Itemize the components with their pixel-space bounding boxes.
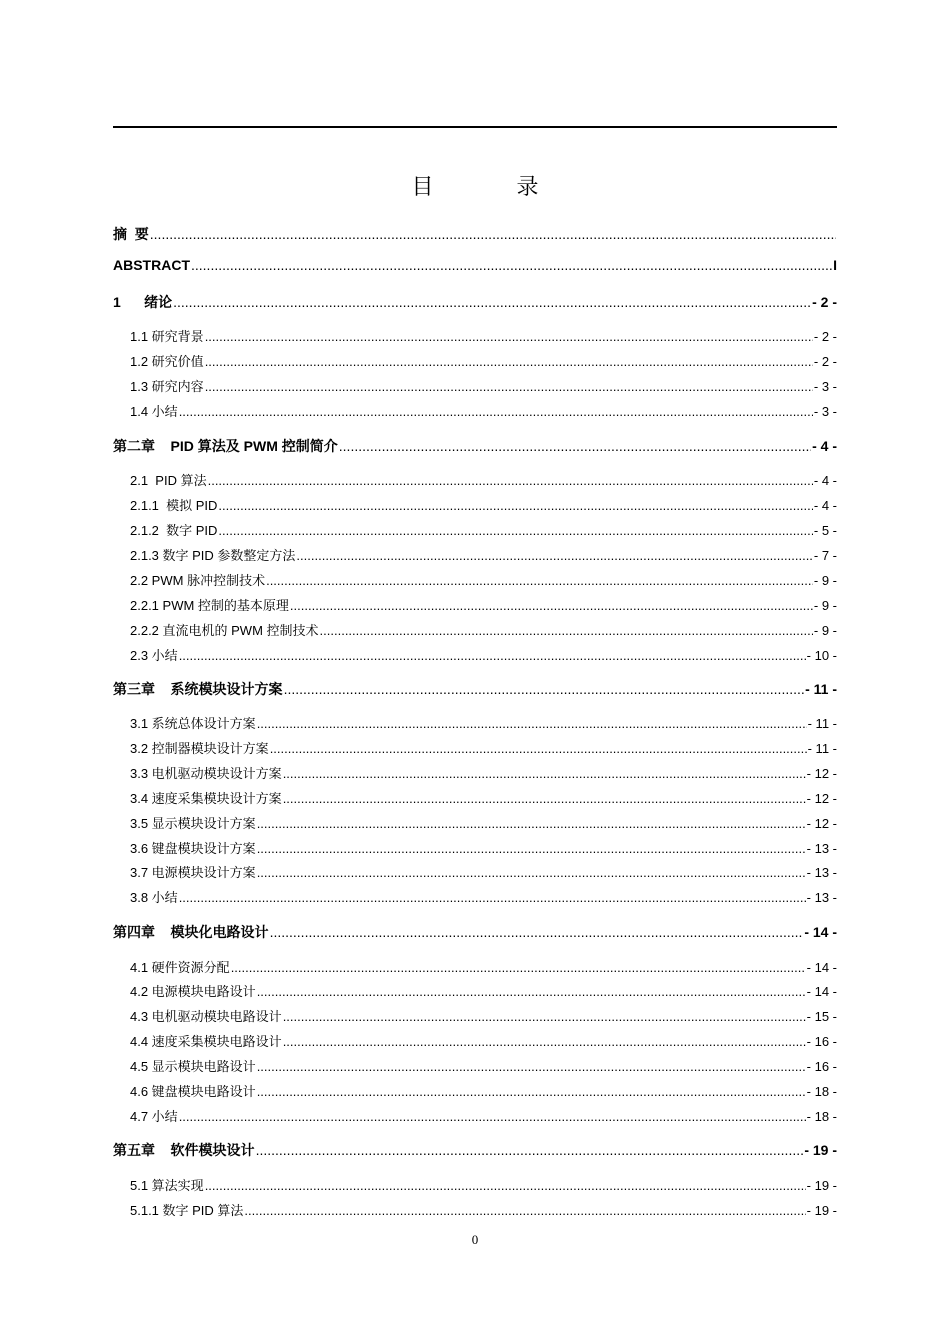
toc-leader-dots xyxy=(283,1009,806,1024)
toc-entry-label: 第二章 PID 算法及 PWM 控制简介 xyxy=(113,438,338,454)
toc-entry-page: - 19 - xyxy=(806,1203,837,1218)
toc-entry-page: - 7 - xyxy=(813,548,837,563)
toc-leader-dots xyxy=(256,1142,804,1158)
toc-entry-label: 1 绪论 xyxy=(113,294,173,310)
toc-section-entry[interactable] xyxy=(130,788,837,807)
toc-section-entry[interactable] xyxy=(130,595,837,614)
toc-entry-page: - 11 - xyxy=(807,741,837,756)
toc-section-entry[interactable] xyxy=(130,887,837,906)
toc-entry-page: - 13 - xyxy=(806,890,837,905)
toc-entry-label: 5.1 算法实现 xyxy=(130,1178,204,1193)
toc-section-entry[interactable] xyxy=(130,1081,837,1100)
toc-entry-page: - 2 - xyxy=(813,354,837,369)
toc-entry-page: - 16 - xyxy=(806,1059,837,1074)
toc-section-entry[interactable] xyxy=(130,1031,837,1050)
toc-section-entry[interactable] xyxy=(130,495,837,514)
toc-leader-dots xyxy=(179,648,806,663)
toc-leader-dots xyxy=(266,573,813,588)
toc-entry-label: 第三章 系统模块设计方案 xyxy=(113,681,283,697)
toc-section-entry[interactable] xyxy=(130,545,837,564)
toc-leader-dots xyxy=(191,257,832,273)
toc-section-entry[interactable] xyxy=(130,1175,837,1194)
toc-section-entry[interactable] xyxy=(130,620,837,639)
toc-leader-dots xyxy=(205,379,813,394)
toc-entry-label: 3.5 显示模块设计方案 xyxy=(130,816,256,831)
toc-entry-label: 3.3 电机驱动模块设计方案 xyxy=(130,766,282,781)
toc-leader-dots xyxy=(231,960,806,975)
page-title: 目 录 xyxy=(411,175,577,200)
toc-section-entry[interactable] xyxy=(130,1106,837,1125)
toc-entry-page: - 4 - xyxy=(812,438,837,454)
toc-entry-label: 4.4 速度采集模块电路设计 xyxy=(130,1034,282,1049)
toc-entry-page: - 12 - xyxy=(806,791,837,806)
toc-leader-dots xyxy=(257,984,806,999)
toc-entry-label: 2.1.3 数字 PID 参数整定方法 xyxy=(130,548,296,563)
toc-section-entry[interactable] xyxy=(130,1056,837,1075)
toc-leader-dots xyxy=(205,1178,806,1193)
toc-leader-dots xyxy=(150,226,836,242)
toc-entry-label: 1.4 小结 xyxy=(130,404,178,419)
page-number: 0 xyxy=(471,1232,479,1247)
toc-leader-dots xyxy=(218,498,812,513)
toc-entry-label: 3.7 电源模块设计方案 xyxy=(130,865,256,880)
toc-entry-label: 1.3 研究内容 xyxy=(130,379,204,394)
toc-section-entry[interactable] xyxy=(130,376,837,395)
toc-leader-dots xyxy=(179,404,813,419)
toc-section-entry[interactable] xyxy=(130,351,837,370)
toc-entry-page: - 14 - xyxy=(806,984,837,999)
toc-leader-dots xyxy=(270,924,804,940)
toc-entry-page: - 4 - xyxy=(813,498,837,513)
toc-entry-label: 1.2 研究价值 xyxy=(130,354,204,369)
toc-chapter-entry[interactable] xyxy=(113,1140,837,1160)
toc-leader-dots xyxy=(257,1084,806,1099)
toc-leader-dots xyxy=(257,865,806,880)
toc-entry-page: - 11 - xyxy=(807,716,837,731)
toc-section-entry[interactable] xyxy=(130,570,837,589)
toc-entry-page: - 18 - xyxy=(806,1109,837,1124)
toc-chapter-entry[interactable] xyxy=(113,257,837,273)
toc-entry-label: 1.1 研究背景 xyxy=(130,329,204,344)
toc-entry-label: 2.1.1 模拟 PID xyxy=(130,498,218,513)
toc-entry-label: 3.8 小结 xyxy=(130,890,178,905)
toc-entry-label: 4.5 显示模块电路设计 xyxy=(130,1059,256,1074)
toc-leader-dots xyxy=(208,473,813,488)
toc-entry-label: 5.1.1 数字 PID 算法 xyxy=(130,1203,244,1218)
toc-section-entry[interactable] xyxy=(130,957,837,976)
toc-leader-dots xyxy=(244,1203,805,1218)
toc-section-entry[interactable] xyxy=(130,1200,837,1219)
toc-section-entry[interactable] xyxy=(130,645,837,664)
toc-entry-label: 3.4 速度采集模块设计方案 xyxy=(130,791,282,806)
toc-entry-label: 2.2 PWM 脉冲控制技术 xyxy=(130,573,266,588)
toc-entry-label: 4.6 键盘模块电路设计 xyxy=(130,1084,256,1099)
toc-leader-dots xyxy=(290,598,813,613)
toc-entry-page: - 3 - xyxy=(813,379,837,394)
toc-leader-dots xyxy=(257,716,807,731)
toc-chapter-entry[interactable] xyxy=(113,679,837,699)
toc-entry-page: - 14 - xyxy=(806,960,837,975)
toc-entry-label: 2.1 PID 算法 xyxy=(130,473,207,488)
toc-chapter-entry[interactable] xyxy=(113,436,837,456)
toc-section-entry[interactable] xyxy=(130,763,837,782)
toc-leader-dots xyxy=(218,523,812,538)
toc-entry-label: 2.2.2 直流电机的 PWM 控制技术 xyxy=(130,623,319,638)
toc-entry-page: - 16 - xyxy=(806,1034,837,1049)
toc-entry-page: - 13 - xyxy=(806,841,837,856)
toc-leader-dots xyxy=(205,354,813,369)
toc-section-entry[interactable] xyxy=(130,470,837,489)
toc-entry-label: 4.7 小结 xyxy=(130,1109,178,1124)
toc-entry-label: 3.2 控制器模块设计方案 xyxy=(130,741,269,756)
toc-entry-page: - 12 - xyxy=(806,766,837,781)
toc-entry-page: - 14 - xyxy=(804,924,837,940)
toc-entry-page: - 3 - xyxy=(813,404,837,419)
toc-entry-page: - 10 - xyxy=(806,648,837,663)
toc-leader-dots xyxy=(179,890,806,905)
toc-entry-label: 2.1.2 数字 PID xyxy=(130,523,218,538)
toc-leader-dots xyxy=(339,438,811,454)
toc-leader-dots xyxy=(257,816,806,831)
toc-leader-dots xyxy=(296,548,812,563)
toc-entry-page: - 9 - xyxy=(813,623,837,638)
toc-entry-page: - 4 - xyxy=(813,473,837,488)
toc-entry-label: 3.6 键盘模块设计方案 xyxy=(130,841,256,856)
toc-entry-label: 2.3 小结 xyxy=(130,648,178,663)
toc-entry-page: - 12 - xyxy=(806,816,837,831)
toc-leader-dots xyxy=(179,1109,806,1124)
toc-leader-dots xyxy=(283,791,806,806)
toc-entry-label: 第四章 模块化电路设计 xyxy=(113,924,269,940)
toc-leader-dots xyxy=(257,841,806,856)
toc-entry-page: - 19 - xyxy=(806,1178,837,1193)
toc-leader-dots xyxy=(270,741,807,756)
toc-chapter-entry[interactable] xyxy=(113,922,837,942)
toc-section-entry[interactable] xyxy=(130,838,837,857)
toc-entry-page: - 11 - xyxy=(805,681,837,697)
toc-entry-page: - 5 - xyxy=(813,523,837,538)
toc-section-entry[interactable] xyxy=(130,401,837,420)
toc-leader-dots xyxy=(173,294,811,310)
toc-leader-dots xyxy=(320,623,813,638)
toc-entry-page: - 18 - xyxy=(806,1084,837,1099)
toc-entry-page: - 9 - xyxy=(813,598,837,613)
toc-entry-label: ABSTRACT xyxy=(113,257,190,273)
toc-entry-label: 4.1 硬件资源分配 xyxy=(130,960,230,975)
toc-section-entry[interactable] xyxy=(130,713,837,732)
toc-entry-page: - 9 - xyxy=(813,573,837,588)
toc-section-entry[interactable] xyxy=(130,813,837,832)
toc-entry-label: 3.1 系统总体设计方案 xyxy=(130,716,256,731)
toc-entry-page: - 15 - xyxy=(806,1009,837,1024)
toc-leader-dots xyxy=(284,681,805,697)
toc-chapter-entry[interactable] xyxy=(113,292,837,312)
toc-leader-dots xyxy=(283,766,806,781)
toc-leader-dots xyxy=(283,1034,806,1049)
toc-leader-dots xyxy=(257,1059,806,1074)
toc-section-entry[interactable] xyxy=(130,862,837,881)
toc-entry-label: 摘 要 xyxy=(113,226,149,242)
toc-entry-page: - 19 - xyxy=(804,1142,837,1158)
toc-entry-label: 2.2.1 PWM 控制的基本原理 xyxy=(130,598,289,613)
toc-entry-label: 4.2 电源模块电路设计 xyxy=(130,984,256,999)
toc-section-entry[interactable] xyxy=(130,326,837,345)
toc-entry-page: - 2 - xyxy=(813,329,837,344)
toc-chapter-entry[interactable] xyxy=(113,224,837,244)
toc-section-entry[interactable] xyxy=(130,520,837,539)
toc-entry-page: - 13 - xyxy=(806,865,837,880)
toc-entry-page: - 2 - xyxy=(812,294,837,310)
toc-leader-dots xyxy=(205,329,813,344)
toc-section-entry[interactable] xyxy=(130,1006,837,1025)
toc-entry-page: I xyxy=(833,257,837,273)
toc-entry-label: 第五章 软件模块设计 xyxy=(113,1142,255,1158)
toc-section-entry[interactable] xyxy=(130,738,837,757)
toc-entry-label: 4.3 电机驱动模块电路设计 xyxy=(130,1009,282,1024)
toc-section-entry[interactable] xyxy=(130,981,837,1000)
